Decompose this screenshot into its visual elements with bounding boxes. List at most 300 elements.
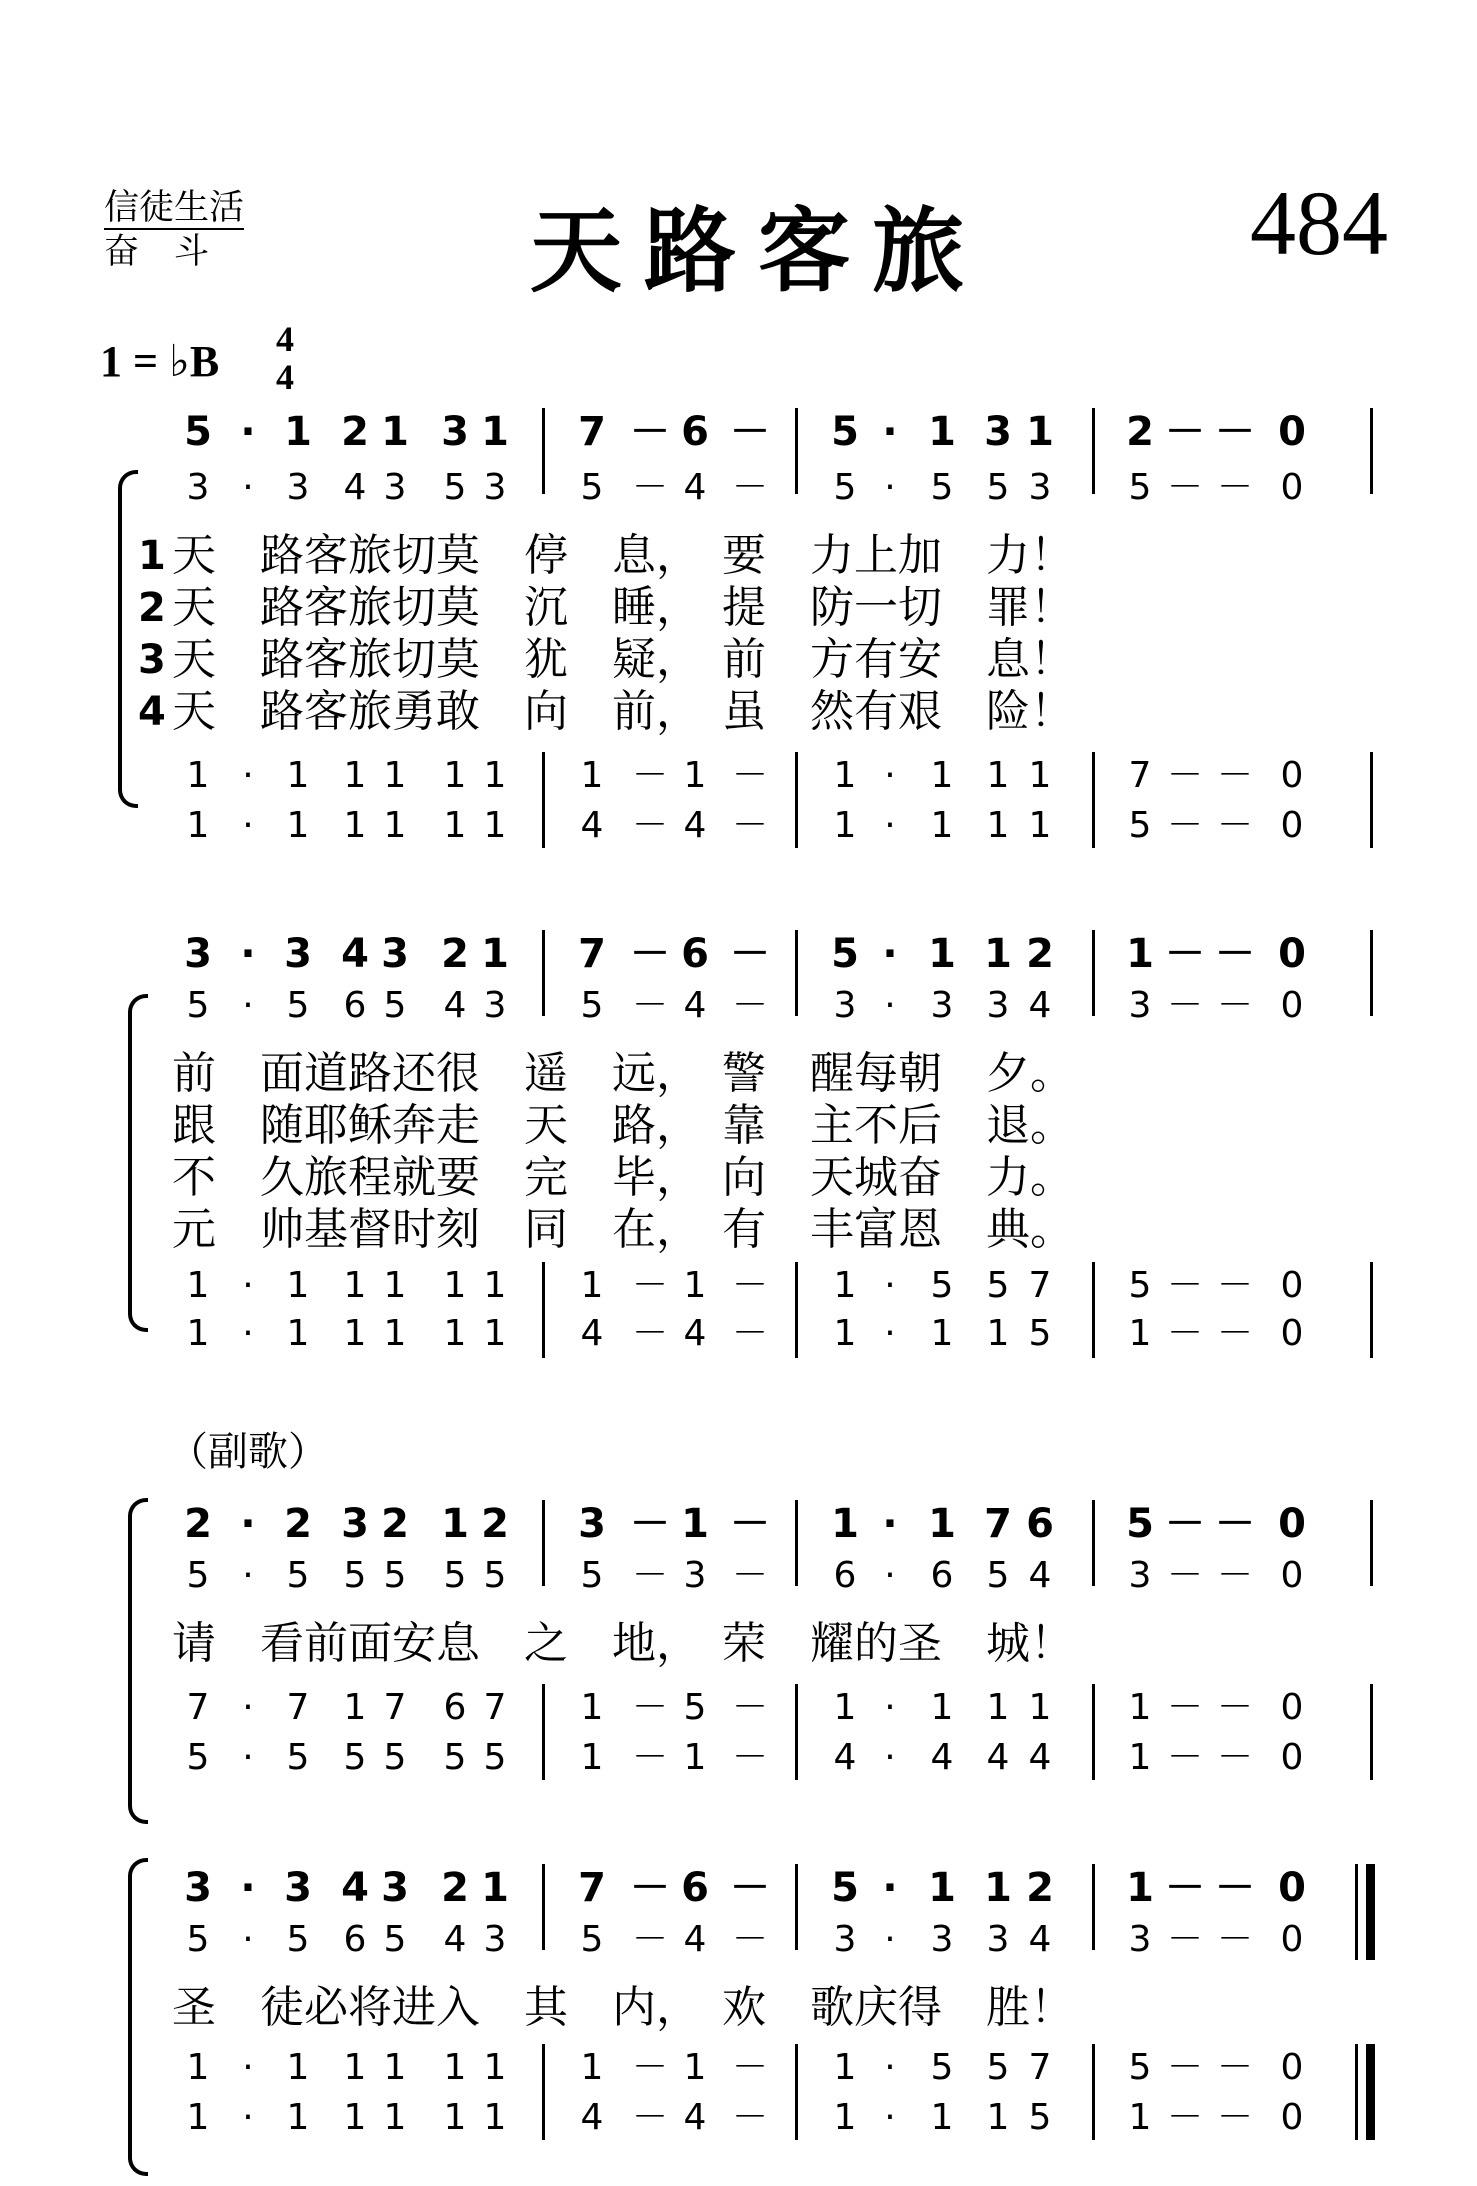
bass-note: 1: [986, 805, 1010, 846]
tenor-note: ·: [242, 2047, 254, 2088]
tenor-note: 7: [1128, 755, 1152, 796]
bass-note: 0: [1280, 805, 1304, 846]
alto-note: －: [1216, 985, 1253, 1026]
melody-note: 5: [831, 931, 859, 977]
bass-note: －: [1216, 1737, 1253, 1778]
alto-note: 5: [443, 1555, 467, 1596]
lyric-line: 天 路客旅切莫 犹 疑， 前 方有安 息！: [172, 634, 1074, 685]
lyric-line: 元 帅基督时刻 同 在， 有 丰富恩 典。: [172, 1204, 1074, 1255]
alto-note: －: [1216, 1555, 1253, 1596]
melody-note: 3: [284, 931, 312, 977]
bass-note: 4: [580, 2097, 604, 2138]
alto-note: 3: [833, 985, 857, 1026]
barline: [542, 1500, 545, 1586]
bass-note: －: [731, 1313, 768, 1354]
tenor-note: 7: [1028, 1265, 1052, 1306]
tenor-note: －: [731, 2047, 768, 2088]
tenor-note: 0: [1280, 1265, 1304, 1306]
alto-note: 5: [383, 1555, 407, 1596]
alto-note: 5: [383, 1919, 407, 1960]
melody-note: 1: [984, 1865, 1012, 1911]
melody-note: 1: [1126, 931, 1154, 977]
hymn-title: 天路客旅: [530, 197, 987, 305]
melody-note: 6: [681, 1865, 709, 1911]
tenor-note: 1: [383, 2047, 407, 2088]
system-brace: [128, 1498, 148, 1824]
alto-note: 6: [930, 1555, 954, 1596]
bass-note: 5: [343, 1737, 367, 1778]
melody-note: 2: [1126, 409, 1154, 455]
tenor-note: －: [1166, 755, 1203, 796]
melody-note: 3: [184, 931, 212, 977]
bass-note: 1: [186, 805, 210, 846]
tenor-note: 1: [1028, 755, 1052, 796]
lyric-line: 请 看前面安息 之 地， 荣 耀的圣 城！: [172, 1618, 1074, 1669]
alto-note: －: [1166, 985, 1203, 1026]
tenor-note: 1: [930, 755, 954, 796]
tenor-note: 1: [286, 755, 310, 796]
tenor-note: 1: [683, 2047, 707, 2088]
alto-note: －: [631, 467, 668, 508]
barline: [795, 752, 798, 848]
alto-note: －: [1166, 1919, 1203, 1960]
tenor-note: 1: [443, 755, 467, 796]
tenor-note: 1: [986, 755, 1010, 796]
alto-note: －: [1166, 1555, 1203, 1596]
alto-note: ·: [884, 1555, 896, 1596]
melody-note: 1: [928, 409, 956, 455]
alto-note: 3: [1128, 985, 1152, 1026]
bass-note: ·: [242, 805, 254, 846]
melody-note: ·: [882, 1865, 898, 1911]
melody-note: 1: [441, 1501, 469, 1547]
tenor-note: 1: [286, 1265, 310, 1306]
lyric-line: 跟 随耶稣奔走 天 路， 靠 主不后 退。: [172, 1100, 1074, 1151]
tenor-note: 7: [286, 1687, 310, 1728]
barline: [1370, 752, 1373, 848]
bass-note: 1: [986, 1313, 1010, 1354]
tenor-note: 1: [833, 2047, 857, 2088]
alto-note: 3: [286, 467, 310, 508]
alto-note: 3: [1128, 1919, 1152, 1960]
melody-note: －: [1215, 409, 1255, 455]
barline: [542, 408, 545, 494]
key-signature: 1 = ♭B: [100, 337, 220, 386]
melody-note: 6: [1026, 1501, 1054, 1547]
bass-note: 4: [1028, 1737, 1052, 1778]
alto-note: 3: [1028, 467, 1052, 508]
alto-note: 6: [343, 985, 367, 1026]
bass-note: 1: [833, 2097, 857, 2138]
alto-note: 4: [343, 467, 367, 508]
melody-note: －: [1165, 1865, 1205, 1911]
melody-note: 4: [341, 931, 369, 977]
tenor-note: 5: [1128, 1265, 1152, 1306]
melody-note: 2: [1026, 931, 1054, 977]
verse-number: 1: [138, 533, 166, 579]
bass-note: －: [1166, 805, 1203, 846]
melody-note: 1: [481, 1865, 509, 1911]
tenor-note: ·: [242, 1265, 254, 1306]
tenor-note: 0: [1280, 2047, 1304, 2088]
alto-note: 5: [986, 467, 1010, 508]
tenor-note: ·: [884, 1265, 896, 1306]
tenor-note: 1: [343, 2047, 367, 2088]
alto-note: 3: [833, 1919, 857, 1960]
barline: [542, 2044, 545, 2140]
barline: [1092, 1262, 1095, 1358]
bass-note: 4: [930, 1737, 954, 1778]
melody-note: 1: [1026, 409, 1054, 455]
barline: [795, 1500, 798, 1586]
melody-note: 2: [441, 931, 469, 977]
bass-note: 1: [383, 1313, 407, 1354]
bass-note: －: [1166, 1313, 1203, 1354]
melody-note: －: [730, 931, 770, 977]
final-barline-thick: [1366, 1864, 1375, 1960]
lyric-line: 不 久旅程就要 完 毕， 向 天城奋 力。: [172, 1152, 1074, 1203]
melody-note: 3: [381, 931, 409, 977]
tenor-note: 1: [833, 1265, 857, 1306]
melody-note: －: [630, 931, 670, 977]
bass-note: 1: [930, 1313, 954, 1354]
bass-note: －: [631, 1737, 668, 1778]
melody-note: －: [1215, 1501, 1255, 1547]
tenor-note: 1: [683, 1265, 707, 1306]
melody-note: 0: [1278, 409, 1306, 455]
system-brace: [118, 470, 138, 808]
barline: [542, 1262, 545, 1358]
tenor-note: 1: [833, 755, 857, 796]
alto-note: 3: [483, 985, 507, 1026]
bass-note: 4: [683, 2097, 707, 2138]
bass-note: ·: [242, 2097, 254, 2138]
alto-note: 6: [343, 1919, 367, 1960]
alto-note: 5: [343, 1555, 367, 1596]
alto-note: 5: [580, 467, 604, 508]
bass-note: 1: [683, 1737, 707, 1778]
melody-note: 7: [578, 1865, 606, 1911]
alto-note: 5: [833, 467, 857, 508]
bass-note: 5: [383, 1737, 407, 1778]
bass-note: 1: [833, 805, 857, 846]
melody-note: 6: [681, 931, 709, 977]
tenor-note: 1: [483, 2047, 507, 2088]
bass-note: 1: [580, 1737, 604, 1778]
melody-note: ·: [240, 409, 256, 455]
alto-note: 0: [1280, 985, 1304, 1026]
melody-note: 1: [831, 1501, 859, 1547]
melody-note: －: [730, 1865, 770, 1911]
tenor-note: －: [1216, 1687, 1253, 1728]
melody-note: ·: [882, 409, 898, 455]
melody-note: 7: [578, 931, 606, 977]
bass-note: 5: [186, 1737, 210, 1778]
tenor-note: －: [731, 755, 768, 796]
barline: [1092, 752, 1095, 848]
barline: [795, 1262, 798, 1358]
alto-note: 5: [930, 467, 954, 508]
melody-note: 1: [381, 409, 409, 455]
alto-note: 4: [683, 467, 707, 508]
melody-note: －: [630, 1501, 670, 1547]
tenor-note: 5: [930, 1265, 954, 1306]
alto-note: 4: [683, 1919, 707, 1960]
bass-note: －: [1166, 2097, 1203, 2138]
melody-note: 2: [381, 1501, 409, 1547]
melody-note: 1: [1126, 1865, 1154, 1911]
barline: [542, 930, 545, 1016]
bass-note: 1: [343, 805, 367, 846]
tenor-note: 1: [930, 1687, 954, 1728]
bass-note: 4: [986, 1737, 1010, 1778]
alto-note: 3: [930, 1919, 954, 1960]
tenor-note: －: [631, 1687, 668, 1728]
category-primary: 信徒生活: [104, 188, 245, 228]
melody-note: 0: [1278, 931, 1306, 977]
bass-note: 4: [683, 805, 707, 846]
alto-note: ·: [242, 985, 254, 1026]
tenor-note: 5: [930, 2047, 954, 2088]
tenor-note: 1: [580, 1265, 604, 1306]
melody-note: 2: [284, 1501, 312, 1547]
bass-note: 0: [1280, 2097, 1304, 2138]
tenor-note: 5: [683, 1687, 707, 1728]
alto-note: 3: [1128, 1555, 1152, 1596]
melody-note: －: [730, 409, 770, 455]
melody-note: －: [630, 409, 670, 455]
barline: [1370, 1262, 1373, 1358]
tenor-note: 1: [443, 2047, 467, 2088]
alto-note: 4: [1028, 1555, 1052, 1596]
tenor-note: 0: [1280, 1687, 1304, 1728]
alto-note: －: [1166, 467, 1203, 508]
tenor-note: 1: [186, 1265, 210, 1306]
tenor-note: 1: [483, 1265, 507, 1306]
bass-note: 4: [683, 1313, 707, 1354]
alto-note: 5: [986, 1555, 1010, 1596]
tenor-note: 7: [186, 1687, 210, 1728]
bass-note: ·: [242, 1313, 254, 1354]
melody-note: ·: [882, 1501, 898, 1547]
bass-note: 1: [833, 1313, 857, 1354]
bass-note: 5: [1128, 805, 1152, 846]
tenor-note: 1: [343, 1687, 367, 1728]
melody-note: ·: [240, 1865, 256, 1911]
melody-note: ·: [240, 931, 256, 977]
tenor-note: 1: [580, 1687, 604, 1728]
bass-note: 0: [1280, 1313, 1304, 1354]
melody-note: 2: [1026, 1865, 1054, 1911]
tenor-note: 1: [580, 755, 604, 796]
bass-note: 1: [930, 2097, 954, 2138]
verse-number: 3: [138, 637, 166, 683]
bass-note: ·: [884, 1737, 896, 1778]
melody-note: －: [630, 1865, 670, 1911]
alto-note: 5: [286, 985, 310, 1026]
alto-note: －: [631, 985, 668, 1026]
bass-note: 1: [383, 805, 407, 846]
alto-note: 3: [483, 467, 507, 508]
melody-note: 2: [341, 409, 369, 455]
tenor-note: －: [1166, 2047, 1203, 2088]
bass-note: －: [731, 2097, 768, 2138]
tenor-note: －: [1216, 1265, 1253, 1306]
bass-note: 1: [343, 2097, 367, 2138]
barline: [542, 752, 545, 848]
bass-note: 5: [1028, 2097, 1052, 2138]
bass-note: 1: [483, 2097, 507, 2138]
tenor-note: 6: [443, 1687, 467, 1728]
melody-note: ·: [240, 1501, 256, 1547]
bass-note: 1: [383, 2097, 407, 2138]
tenor-note: －: [731, 1687, 768, 1728]
tenor-note: －: [631, 755, 668, 796]
alto-note: 5: [383, 985, 407, 1026]
tenor-note: 5: [986, 2047, 1010, 2088]
bass-note: 1: [286, 805, 310, 846]
bass-note: ·: [884, 2097, 896, 2138]
alto-note: 4: [443, 1919, 467, 1960]
bass-note: －: [1216, 1313, 1253, 1354]
melody-note: 1: [984, 931, 1012, 977]
melody-note: 2: [441, 1865, 469, 1911]
tenor-note: ·: [884, 1687, 896, 1728]
alto-note: 6: [833, 1555, 857, 1596]
tenor-note: ·: [884, 2047, 896, 2088]
bass-note: 5: [286, 1737, 310, 1778]
system-brace: [128, 1858, 148, 2176]
barline: [1370, 408, 1373, 494]
alto-note: 5: [483, 1555, 507, 1596]
alto-note: －: [631, 1555, 668, 1596]
bass-note: －: [1216, 2097, 1253, 2138]
tenor-note: 7: [383, 1687, 407, 1728]
tenor-note: 1: [1128, 1687, 1152, 1728]
alto-note: ·: [884, 467, 896, 508]
bass-note: 5: [443, 1737, 467, 1778]
bass-note: 5: [1028, 1313, 1052, 1354]
bass-note: 4: [833, 1737, 857, 1778]
tenor-note: 1: [683, 755, 707, 796]
barline: [1092, 2044, 1095, 2140]
tenor-note: 7: [1028, 2047, 1052, 2088]
melody-note: －: [1215, 931, 1255, 977]
lyric-line: 天 路客旅切莫 沉 睡， 提 防一切 罪！: [172, 582, 1074, 633]
barline: [795, 1684, 798, 1780]
bass-note: 1: [186, 1313, 210, 1354]
alto-note: 3: [383, 467, 407, 508]
tenor-note: ·: [884, 755, 896, 796]
bass-note: ·: [884, 805, 896, 846]
melody-note: 3: [184, 1865, 212, 1911]
melody-note: 3: [381, 1865, 409, 1911]
alto-note: 5: [580, 985, 604, 1026]
lyric-line: 天 路客旅切莫 停 息， 要 力上加 力！: [172, 530, 1074, 581]
alto-note: 0: [1280, 1555, 1304, 1596]
alto-note: 5: [580, 1555, 604, 1596]
alto-note: －: [731, 1919, 768, 1960]
melody-note: －: [1165, 931, 1205, 977]
hymn-number: 484: [1250, 172, 1388, 274]
bass-note: 1: [443, 2097, 467, 2138]
alto-note: 0: [1280, 467, 1304, 508]
alto-note: 4: [1028, 1919, 1052, 1960]
melody-note: 7: [984, 1501, 1012, 1547]
alto-note: －: [1216, 1919, 1253, 1960]
melody-note: 2: [184, 1501, 212, 1547]
melody-note: 3: [341, 1501, 369, 1547]
tenor-note: －: [631, 1265, 668, 1306]
bass-note: 0: [1280, 1737, 1304, 1778]
melody-note: 0: [1278, 1865, 1306, 1911]
melody-note: 5: [1126, 1501, 1154, 1547]
category-secondary: 奋 斗: [104, 232, 210, 272]
time-signature-top: 4: [276, 319, 294, 359]
final-barline-thin: [1355, 1864, 1358, 1960]
barline: [1092, 408, 1095, 494]
melody-note: 2: [481, 1501, 509, 1547]
final-barline-thick: [1366, 2044, 1375, 2140]
alto-note: 5: [186, 1919, 210, 1960]
barline: [795, 408, 798, 494]
alto-note: 3: [986, 985, 1010, 1026]
melody-note: －: [730, 1501, 770, 1547]
melody-note: 1: [481, 409, 509, 455]
melody-note: 0: [1278, 1501, 1306, 1547]
tenor-note: 1: [186, 2047, 210, 2088]
melody-note: 6: [681, 409, 709, 455]
bass-note: 1: [1128, 2097, 1152, 2138]
alto-note: 5: [443, 467, 467, 508]
bass-note: ·: [242, 1737, 254, 1778]
melody-note: 1: [928, 931, 956, 977]
bass-note: 1: [186, 2097, 210, 2138]
bass-note: 1: [483, 805, 507, 846]
melody-note: 4: [341, 1865, 369, 1911]
bass-note: 1: [343, 1313, 367, 1354]
alto-note: 3: [930, 985, 954, 1026]
melody-note: 1: [481, 931, 509, 977]
bass-note: 1: [1128, 1313, 1152, 1354]
tenor-note: 5: [986, 1265, 1010, 1306]
lyric-line: 前 面道路还很 遥 远， 警 醒每朝 夕。: [172, 1048, 1074, 1099]
alto-note: 5: [186, 1555, 210, 1596]
barline: [795, 1864, 798, 1950]
melody-note: ·: [882, 931, 898, 977]
alto-note: 0: [1280, 1919, 1304, 1960]
barline: [1092, 1864, 1095, 1950]
alto-note: 5: [580, 1919, 604, 1960]
tenor-note: 1: [483, 755, 507, 796]
alto-note: 3: [986, 1919, 1010, 1960]
verse-number: 4: [138, 689, 166, 735]
melody-note: 3: [578, 1501, 606, 1547]
barline: [1370, 1500, 1373, 1586]
alto-note: －: [731, 467, 768, 508]
melody-note: －: [1165, 409, 1205, 455]
barline: [1370, 1684, 1373, 1780]
barline: [1370, 930, 1373, 1016]
alto-note: 5: [286, 1919, 310, 1960]
bass-note: 1: [443, 805, 467, 846]
bass-note: －: [631, 805, 668, 846]
bass-note: 1: [986, 2097, 1010, 2138]
bass-note: 1: [1128, 1737, 1152, 1778]
verse-number: 2: [138, 585, 166, 631]
alto-note: 4: [683, 985, 707, 1026]
bass-note: 1: [483, 1313, 507, 1354]
